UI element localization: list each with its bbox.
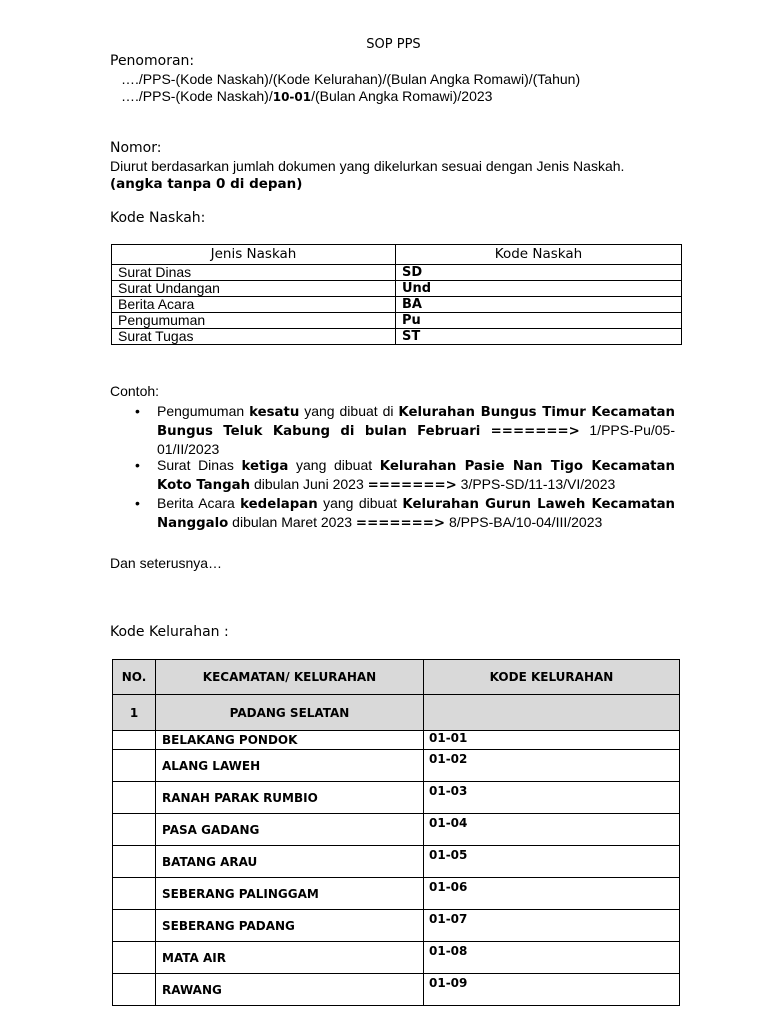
kode-naskah-cell: Und (396, 281, 682, 297)
penomoran-example-prefix: …./PPS-(Kode Naskah)/ (121, 88, 273, 104)
column-header-jenis: Jenis Naskah (112, 245, 396, 265)
bullet-icon: • (135, 403, 140, 419)
group-name: PADANG SELATAN (156, 695, 424, 731)
jenis-naskah-cell: Pengumuman (112, 313, 396, 329)
bold-text: Kelurahan Gurun Laweh Kecamatan Nanggalo (157, 496, 676, 531)
table-row (113, 910, 680, 942)
list-item (131, 403, 675, 457)
jenis-naskah-cell: Surat Undangan (112, 281, 396, 297)
bold-text: kesatu (249, 405, 300, 420)
no-cell (113, 782, 156, 814)
kode-naskah-cell: SD (396, 265, 682, 281)
contoh-footer: Dan seterusnya… (110, 555, 223, 571)
text: dibulan Juni 2023 (250, 476, 368, 493)
table-row (113, 846, 680, 878)
column-header-kode: KODE KELURAHAN (424, 660, 680, 695)
text: yang dibuat (317, 494, 403, 511)
kelurahan-name-cell: MATA AIR (156, 942, 424, 974)
table-row (112, 297, 682, 313)
jenis-naskah-cell: Berita Acara (112, 297, 396, 313)
no-cell (113, 814, 156, 846)
text: 3/PPS-SD/11-13/VI/2023 (456, 476, 616, 493)
text: yang dibuat (288, 457, 380, 474)
no-cell (113, 846, 156, 878)
bold-text: Kelurahan Bungus Timur Kecamatan Bungus Teluk Kabung di bulan Februari =======> (157, 405, 675, 439)
penomoran-format-line: …./PPS-(Kode Naskah)/(Kode Kelurahan)/(Bulan Angka Romawi)/(Tahun) (121, 71, 581, 87)
table-row (113, 974, 680, 1006)
column-header-kecamatan: KECAMATAN/ KELURAHAN (156, 660, 424, 695)
kode-kelurahan-cell: 01-05 (424, 846, 680, 878)
table-header-row (112, 245, 682, 265)
column-header-no: NO. (113, 660, 156, 695)
table-row (113, 878, 680, 910)
text: dibulan Maret 2023 (228, 513, 356, 530)
no-cell (113, 878, 156, 910)
kelurahan-name-cell: RANAH PARAK RUMBIO (156, 782, 424, 814)
nomor-description: Diurut berdasarkan jumlah dokumen yang dikelurkan sesuai dengan Jenis Naskah. (110, 158, 625, 174)
penomoran-example-suffix: /(Bulan Angka Romawi)/2023 (311, 88, 493, 104)
list-item (131, 495, 675, 533)
bullet-icon: • (135, 457, 140, 474)
table-row (113, 731, 680, 750)
penomoran-example-line (121, 88, 492, 104)
table-row (113, 750, 680, 782)
group-number: 1 (113, 695, 156, 731)
text: Surat Dinas (157, 457, 242, 474)
bold-text: ketiga (241, 459, 289, 475)
kode-naskah-cell: Pu (396, 313, 682, 329)
kode-naskah-heading: Kode Naskah: (110, 210, 206, 226)
bold-text: =======> (367, 478, 457, 494)
kode-kelurahan-cell: 01-09 (424, 974, 680, 1006)
table-row (112, 265, 682, 281)
kode-kelurahan-cell: 01-08 (424, 942, 680, 974)
kecamatan-group-row (113, 695, 680, 731)
table-row (112, 329, 682, 345)
table-row (112, 281, 682, 297)
nomor-heading: Nomor: (110, 140, 162, 156)
contoh-heading: Contoh: (110, 383, 160, 399)
list-item (131, 457, 675, 495)
text: 8/PPS-BA/10-04/III/2023 (445, 513, 603, 530)
table-row (113, 814, 680, 846)
penomoran-heading: Penomoran: (110, 53, 195, 69)
kode-naskah-cell: ST (396, 329, 682, 345)
kode-naskah-table (111, 244, 682, 345)
bold-text: Kelurahan Pasie Nan Tigo Kecamatan Koto Tangah (157, 459, 675, 494)
no-cell (113, 910, 156, 942)
kelurahan-name-cell: BATANG ARAU (156, 846, 424, 878)
text: Pengumuman (157, 403, 250, 419)
penomoran-example-code: 10-01 (272, 90, 312, 104)
kelurahan-name-cell: BELAKANG PONDOK (156, 731, 424, 750)
kelurahan-name-cell: SEBERANG PALINGGAM (156, 878, 424, 910)
text: 1/PPS-Pu/05-01/II/2023 (157, 421, 675, 457)
nomor-note: (angka tanpa 0 di depan) (110, 176, 303, 192)
kode-naskah-cell: BA (396, 297, 682, 313)
column-header-kode: Kode Naskah (396, 245, 682, 265)
jenis-naskah-cell: Surat Dinas (112, 265, 396, 281)
contoh-list (131, 403, 675, 533)
kelurahan-name-cell: SEBERANG PADANG (156, 910, 424, 942)
no-cell (113, 750, 156, 782)
kelurahan-name-cell: RAWANG (156, 974, 424, 1006)
kode-kelurahan-cell: 01-02 (424, 750, 680, 782)
no-cell (113, 942, 156, 974)
kode-kelurahan-cell: 01-03 (424, 782, 680, 814)
kode-kelurahan-cell: 01-01 (424, 731, 680, 750)
no-cell (113, 731, 156, 750)
no-cell (113, 974, 156, 1006)
kode-kelurahan-cell: 01-06 (424, 878, 680, 910)
table-row (112, 313, 682, 329)
kode-kelurahan-heading: Kode Kelurahan : (110, 624, 229, 640)
kode-kelurahan-cell: 01-04 (424, 814, 680, 846)
table-header-row (113, 660, 680, 695)
kelurahan-name-cell: ALANG LAWEH (156, 750, 424, 782)
jenis-naskah-cell: Surat Tugas (112, 329, 396, 345)
bold-text: =======> (355, 515, 446, 531)
table-row (113, 942, 680, 974)
text: yang dibuat di (299, 403, 399, 419)
bold-text: kedelapan (240, 496, 318, 512)
kelurahan-name-cell: PASA GADANG (156, 814, 424, 846)
bullet-icon: • (135, 494, 140, 511)
group-code-cell (424, 695, 680, 731)
kode-kelurahan-table (112, 659, 680, 1006)
document-title: SOP PPS (366, 37, 421, 52)
kode-kelurahan-cell: 01-07 (424, 910, 680, 942)
text: Berita Acara (157, 494, 241, 511)
table-row (113, 782, 680, 814)
